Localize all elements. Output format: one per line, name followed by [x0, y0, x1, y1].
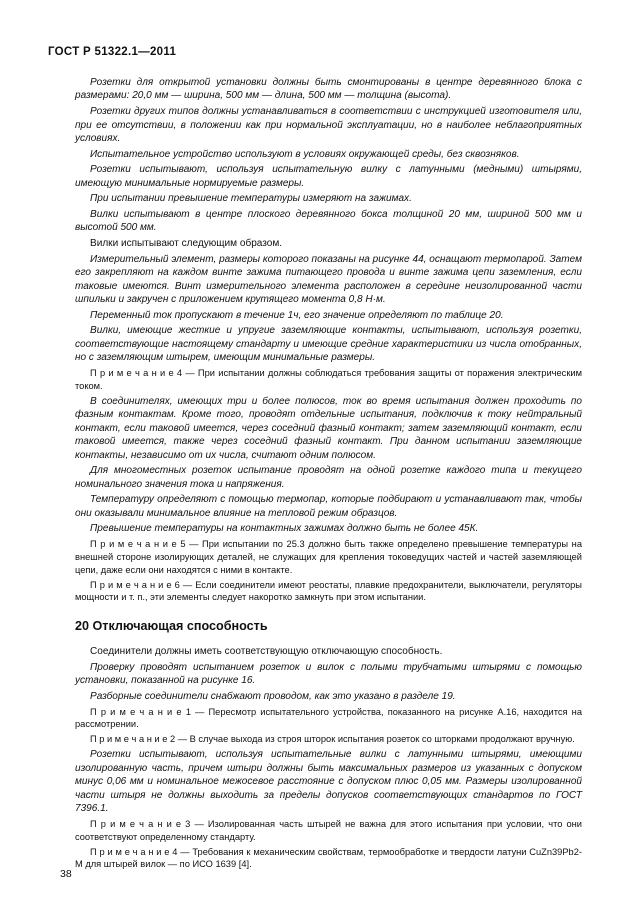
body-paragraph: Измерительный элемент, размеры которого показаны на рисунке 44, оснащают термопарой. Затем его закрепляют на каждом винте зажима питающего провода и винте зажима цепи заземления, если таковые имеются. Винт измерительного элемента расположен в середине неизолированной части шпильки и закручен с приложением крутящего момента 0,8 Н·м.	[75, 253, 582, 306]
paragraph-block-bottom	[75, 645, 582, 871]
note-paragraph: П р и м е ч а н и е 4 — При испытании должны соблюдаться требования защиты от поражения электрическим током.	[75, 367, 582, 391]
note-paragraph: П р и м е ч а н и е 3 — Изолированная часть штырей не важна для этого испытания при условии, что они соответствуют определенному стандарту.	[75, 818, 582, 842]
body-paragraph: Разборные соединители снабжают проводом, как это указано в разделе 19.	[90, 690, 456, 702]
body-paragraph: В соединителях, имеющих три и более полюсов, ток во время испытания должен проходить по фазным контактам. Кроме того, проводят отдельные испытания, подключив к току нейтральный контакт, если таковой имеется, через соседний фазный контакт; затем заземляющий контакт, если таковой имеется, также через соседний фазный контакт. При данном испытании заземляющие контакты, независимо от их числа, считают одним полюсом.	[75, 395, 582, 461]
body-paragraph: Для многоместных розеток испытание проводят на одной розетке каждого типа и текущего номинального значения тока и напряжения.	[75, 465, 582, 490]
document-header: ГОСТ Р 51322.1—2011	[48, 46, 177, 58]
body-paragraph: Температуру определяют с помощью термопар, которые подбирают и устанавливают так, чтобы они оказывали минимальное влияние на тепловой режим образцов.	[75, 494, 582, 519]
section-heading: 20 Отключающая способность	[75, 619, 268, 634]
body-paragraph: Проверку проводят испытанием розеток и вилок с полыми трубчатыми штырями с помощью установки, показанной на рисунке 16.	[75, 661, 582, 687]
document-body	[75, 76, 582, 873]
body-paragraph: Розетки испытывают, используя испытательные вилки с латунными штырями, имеющими изолированную часть, причем штыри должны быть максимальных размеров из указанных с допуском минус 0,06 мм и номинальное межосевое расстояние с допуском плюс 0,05 мм. Размеры изолированной части штыря не должны выходить за пределы допусков соответствующих стандартов по ГОСТ 7396.1.	[75, 749, 582, 815]
body-paragraph: При испытании превышение температуры измеряют на зажимах.	[90, 193, 412, 205]
body-paragraph: Переменный ток пропускают в течение 1ч, его значение определяют по таблице 20.	[90, 309, 504, 321]
body-paragraph: Испытательное устройство используют в условиях окружающей среды, без сквозняков.	[90, 148, 520, 160]
note-paragraph: П р и м е ч а н и е 4 — Требования к механическим свойствам, термообработке и твердости латуни CuZn39Pb2-M для штырей вилок — по ИСО 1639 [4].	[75, 846, 582, 870]
page-number: 38	[60, 868, 72, 880]
body-paragraph: Розетки испытывают, используя испытательную вилку с латунными (медными) штырями, имеющую минимальные нормируемые размеры.	[75, 164, 582, 189]
note-paragraph: П р и м е ч а н и е 2 — В случае выхода из строя шторок испытания розеток со шторками продолжают вручную.	[90, 734, 575, 745]
paragraph-block-top	[75, 76, 582, 604]
body-paragraph: Превышение температуры на контактных зажимах должно быть не более 45К.	[90, 523, 479, 535]
body-paragraph: Розетки для открытой установки должны быть смонтированы в центре деревянного блока с размерами: 20,0 мм — ширина, 500 мм — длина, 500 мм — толщина (высота).	[75, 77, 582, 102]
body-paragraph: Розетки других типов должны устанавливаться в соответствии с инструкцией изготовителя или, при ее отсутствии, в положении как при нормальной эксплуатации, но в наиболее неблагоприятных условиях.	[75, 106, 582, 144]
body-paragraph: Вилки испытывают следующим образом.	[90, 238, 283, 250]
body-paragraph: Вилки испытывают в центре плоского деревянного бокса толщиной 20 мм, шириной 500 мм и высотой 500 мм.	[75, 209, 582, 234]
note-paragraph: П р и м е ч а н и е 6 — Если соединители имеют реостаты, плавкие предохранители, выключатели, регуляторы мощности и т. п., эти элементы следует накоротко замкнуть при этом испытании.	[75, 579, 582, 603]
note-paragraph: П р и м е ч а н и е 5 — При испытании по 25.3 должно быть также определено превышение температуры на внешней стороне изолирующих деталей, не служащих для крепления токоведущих частей и частей заземляющей цепи, даже если они находятся с ними в контакте.	[75, 539, 582, 575]
body-paragraph: Вилки, имеющие жесткие и упругие заземляющие контакты, испытывают, используя розетки, соответствующие настоящему стандарту и имеющие средние характеристики из числа отобранных, но с заземляющим штырем, имеющим минимальные размеры.	[75, 325, 582, 364]
body-paragraph: Соединители должны иметь соответствующую отключающую способность.	[90, 646, 443, 658]
note-paragraph: П р и м е ч а н и е 1 — Пересмотр испытательного устройства, показанного на рисунке А.16, находится на рассмотрении.	[75, 706, 582, 730]
